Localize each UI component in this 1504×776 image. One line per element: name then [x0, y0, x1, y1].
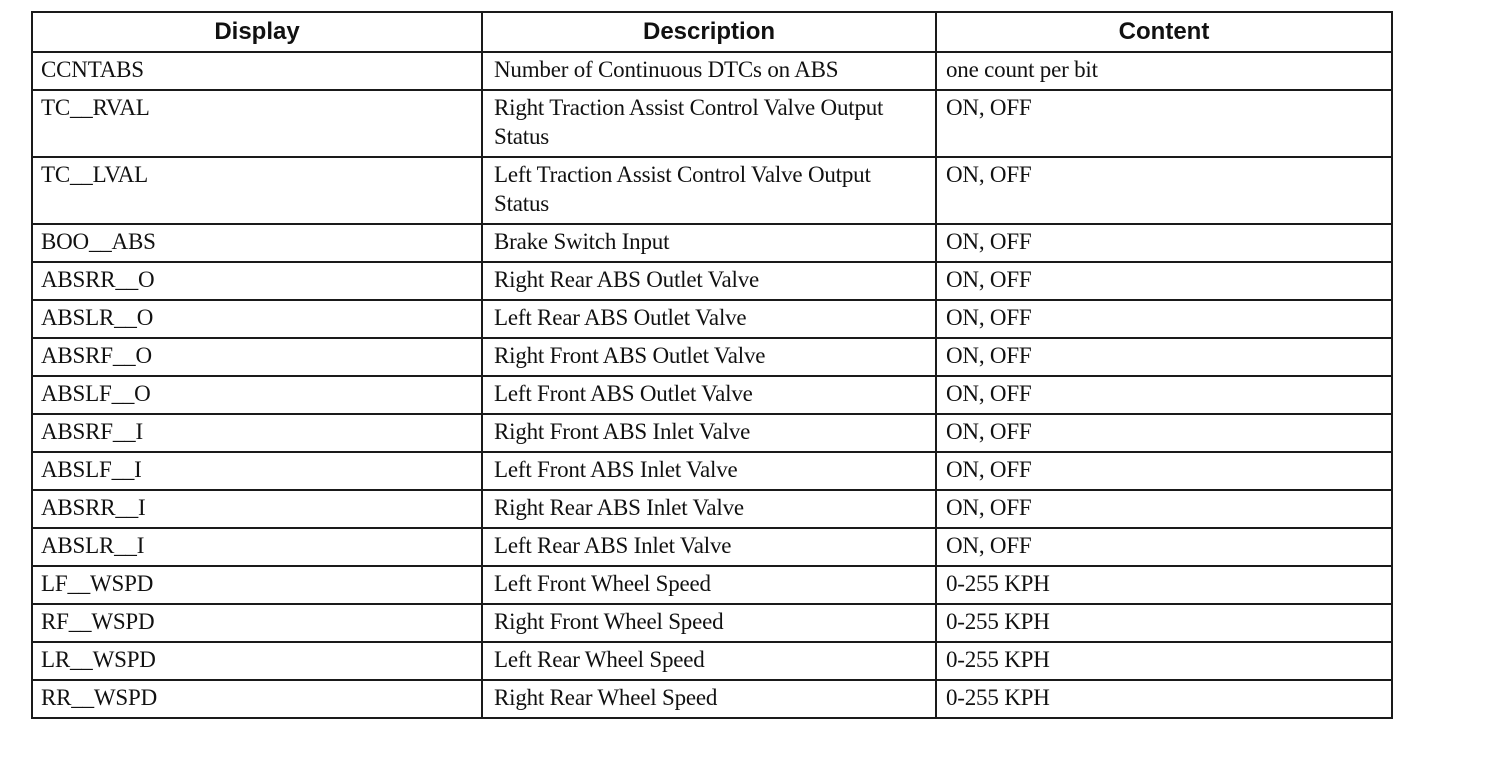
description-cell: Left Rear ABS Outlet Valve [482, 300, 936, 338]
display-cell: ABSLR__O [32, 300, 482, 338]
content-cell: 0-255 KPH [936, 604, 1392, 642]
content-cell: ON, OFF [936, 224, 1392, 262]
display-cell: RR__WSPD [32, 680, 482, 718]
table-row [32, 566, 1392, 604]
description-cell: Right Rear ABS Outlet Valve [482, 262, 936, 300]
description-cell: Right Rear Wheel Speed [482, 680, 936, 718]
display-cell: CCNTABS [32, 52, 482, 90]
description-cell: Number of Continuous DTCs on ABS [482, 52, 936, 90]
description-cell: Right Front ABS Inlet Valve [482, 414, 936, 452]
content-cell: ON, OFF [936, 376, 1392, 414]
description-cell: Right Front ABS Outlet Valve [482, 338, 936, 376]
display-cell: ABSLF__I [32, 452, 482, 490]
description-cell: Brake Switch Input [482, 224, 936, 262]
table-row [32, 262, 1392, 300]
table-row [32, 680, 1392, 718]
table-row [32, 452, 1392, 490]
content-cell: ON, OFF [936, 528, 1392, 566]
table-row [32, 224, 1392, 262]
content-cell: 0-255 KPH [936, 642, 1392, 680]
table-row [32, 414, 1392, 452]
header-display: Display [32, 12, 482, 52]
content-cell: ON, OFF [936, 262, 1392, 300]
table-row [32, 338, 1392, 376]
display-cell: ABSLF__O [32, 376, 482, 414]
content-cell: ON, OFF [936, 452, 1392, 490]
table-row [32, 376, 1392, 414]
table-row [32, 642, 1392, 680]
table-row [32, 90, 1392, 157]
description-cell: Left Rear Wheel Speed [482, 642, 936, 680]
table-header-row [32, 12, 1392, 52]
table-row [32, 52, 1392, 90]
content-cell: one count per bit [936, 52, 1392, 90]
table-row [32, 528, 1392, 566]
content-cell: ON, OFF [936, 90, 1392, 157]
content-cell: 0-255 KPH [936, 680, 1392, 718]
table-row [32, 604, 1392, 642]
description-cell: Left Front Wheel Speed [482, 566, 936, 604]
display-cell: ABSRR__I [32, 490, 482, 528]
description-cell: Left Front ABS Inlet Valve [482, 452, 936, 490]
display-cell: ABSRR__O [32, 262, 482, 300]
pid-table [31, 11, 1393, 719]
display-cell: BOO__ABS [32, 224, 482, 262]
display-cell: RF__WSPD [32, 604, 482, 642]
content-cell: ON, OFF [936, 338, 1392, 376]
description-cell: Left Rear ABS Inlet Valve [482, 528, 936, 566]
display-cell: LR__WSPD [32, 642, 482, 680]
table-row [32, 300, 1392, 338]
description-cell: Right Traction Assist Control Valve Output Status [482, 90, 936, 157]
content-cell: ON, OFF [936, 414, 1392, 452]
display-cell: ABSRF__I [32, 414, 482, 452]
content-cell: ON, OFF [936, 490, 1392, 528]
table-row [32, 490, 1392, 528]
content-cell: ON, OFF [936, 300, 1392, 338]
header-content: Content [936, 12, 1392, 52]
header-description: Description [482, 12, 936, 52]
content-cell: 0-255 KPH [936, 566, 1392, 604]
table-row [32, 157, 1392, 224]
description-cell: Right Front Wheel Speed [482, 604, 936, 642]
display-cell: TC__LVAL [32, 157, 482, 224]
description-cell: Left Front ABS Outlet Valve [482, 376, 936, 414]
display-cell: LF__WSPD [32, 566, 482, 604]
description-cell: Left Traction Assist Control Valve Output Status [482, 157, 936, 224]
display-cell: ABSLR__I [32, 528, 482, 566]
display-cell: ABSRF__O [32, 338, 482, 376]
content-cell: ON, OFF [936, 157, 1392, 224]
display-cell: TC__RVAL [32, 90, 482, 157]
description-cell: Right Rear ABS Inlet Valve [482, 490, 936, 528]
